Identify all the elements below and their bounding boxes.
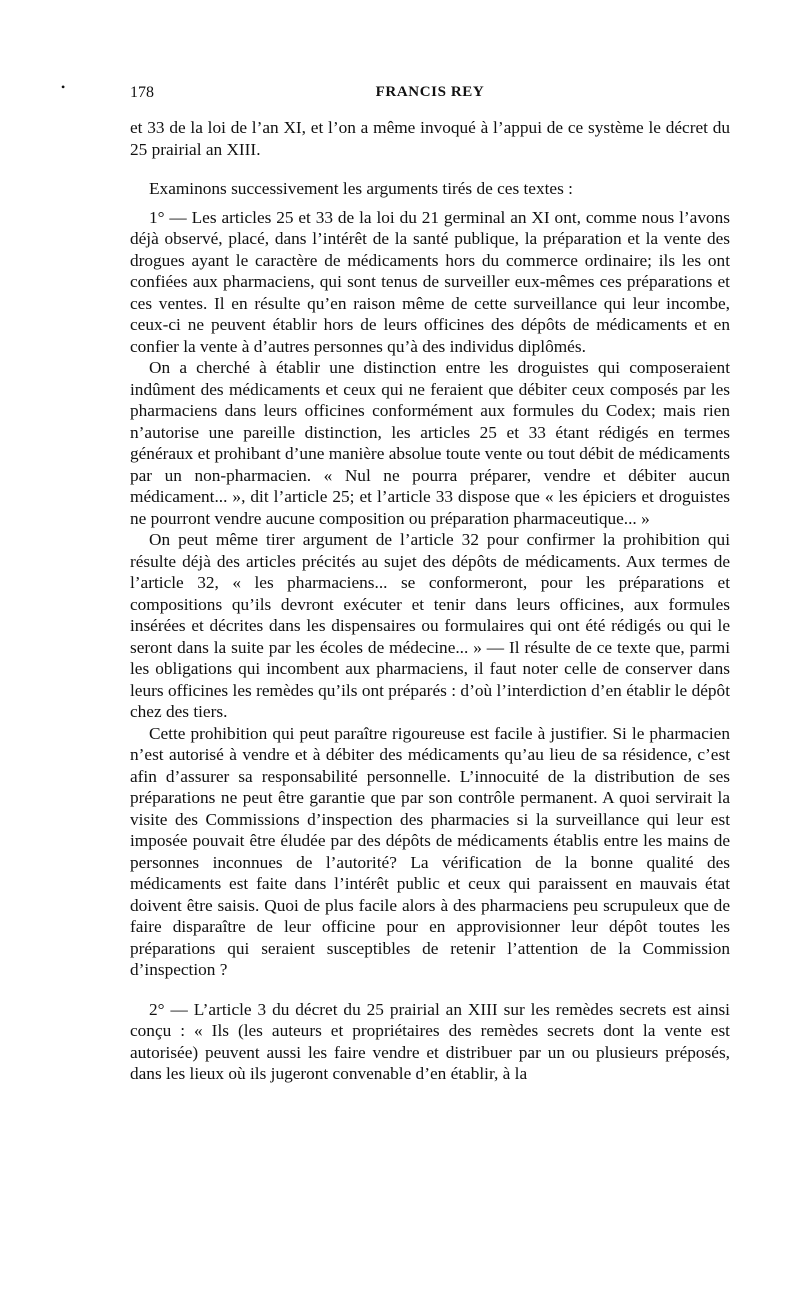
paragraph-intro: Examinons successivement les arguments tirés de ces textes : [149, 179, 573, 198]
body-text [130, 117, 730, 1085]
paragraph-point-1: 1° — Les articles 25 et 33 de la loi du 21 germinal an XI ont, comme nous l’avons déjà observé, placé, dans l’intérêt de la santé publique, la préparation et la vente des drogues ayant le caractère de médicaments hors du commerce ordinaire; ils les ont confiées aux pharmaciens, qui sont tenus de surveiller eux-mêmes ces préparations et ces ventes. Il en résulte qu’en raison même de cette surveillance qui leur incombe, ceux-ci ne peuvent établir hors de leurs officines des dépôts de médicaments et en confier la vente à d’autres personnes qu’à des individus diplômés. [130, 207, 730, 356]
paragraph-justification: Cette prohibition qui peut paraître rigoureuse est facile à justifier. Si le pharmacien n’est autorisé à vendre et à débiter des médicaments qu’au lieu de sa résidence, c’est afin d’assurer sa responsabilité personnelle. L’innocuité de la distribution de ses préparations ne peut être garantie que par son contrôle permanent. A quoi servirait la visite des Commissions d’inspection des pharmacies si la surveillance qui leur est imposée pouvait être éludée par des dépôts de médicaments établis entre les mains de personnes inconnues de l’autorité? La vérification de la bonne qualité des médicaments est faite dans l’intérêt public et ceux qui paraissent en mauvais état doivent être saisis. Quoi de plus facile alors à des pharmaciens peu scrupuleux que de faire disparaître de leur officine pour en approvisionner leur dépôt toutes les préparations qui seraient susceptibles de retenir l’attention de la Commission d’inspection ? [130, 723, 730, 979]
paragraph-article-32: On peut même tirer argument de l’article 32 pour confirmer la prohibition qui résulte déjà des articles précités au sujet des dépôts de médicaments. Aux termes de l’article 32, « les pharmaciens... se conformeront, pour les préparations et compositions qu’ils devront exécuter et tenir dans leurs officines, aux formules insérées et décrites dans les dispensaires ou formulaires qui ont été rédigés ou qui le seront dans la suite par les écoles de médecine... » — Il résulte de ce texte que, parmi les obligations qui incombent aux pharmaciens, il faut noter celle de conserver dans leurs officines les remèdes qu’ils ont préparés : d’où l’interdiction d’en établir le dépôt chez des tiers. [130, 530, 730, 721]
paragraph-point-2: 2° — L’article 3 du décret du 25 prairial an XIII sur les remèdes secrets est ainsi conçu : « Ils (les auteurs et propriétaires des remèdes secrets dont la vente est autorisée) peuvent aussi les faire vendre et distribuer par un ou plusieurs préposés, dans les lieux où ils jugeront convenable d’en établir, à la [130, 999, 730, 1083]
page-header [130, 84, 730, 108]
paragraph-continuation: et 33 de la loi de l’an XI, et l’on a même invoqué à l’appui de ce système le décret du 25 prairial an XIII. [130, 118, 730, 159]
paragraph-distinction: On a cherché à établir une distinction entre les droguistes qui composeraient indûment des médicaments et ceux qui ne feraient que débiter ceux composés par les pharmaciens dans leurs officines conformément aux formules du Codex; mais rien n’autorise une pareille distinction, les articles 25 et 33 étant rédigés en termes généraux et prohibant d’une manière absolue toute vente ou tout débit de médicaments par un non-pharmacien. « Nul ne pourra préparer, vendre et débiter aucun médicament... », dit l’article 25; et l’article 33 dispose que « les épiciers et droguistes ne pourront vendre aucune composition ou préparation pharmaceutique... » [130, 358, 730, 528]
page-number: 178 [130, 84, 154, 101]
running-title: FRANCIS REY [375, 84, 485, 100]
margin-mark: • [61, 80, 66, 94]
